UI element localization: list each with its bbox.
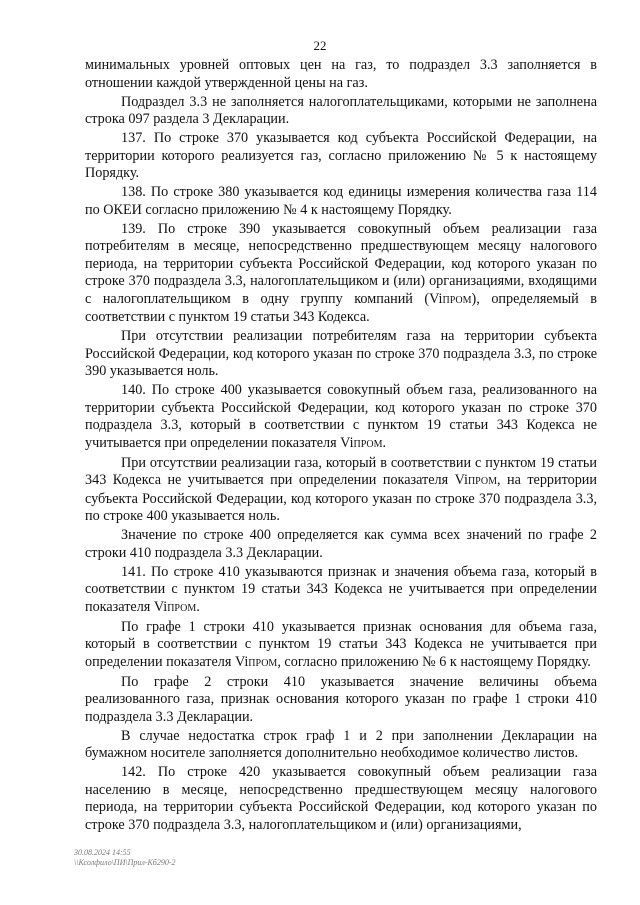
document-body [85,57,597,836]
paragraph-text: При отсутствии реализации газа, который в соответствии с пунктом 19 статьи 343 Кодекса не учитывается при определении показателя Vi [85,454,597,488]
paragraph-text: минимальных уровней оптовых цен на газ, то подраздел 3.3 заполняется в отношении каждой утвержденной цены на газ. [85,57,597,91]
paragraph-text: 142. По строке 420 указывается совокупный объем реализации газа населению в месяце, непосредственно предшествующем месяцу налогового периода, на территории субъекта Российской Федерации, код которого указан по строке 370 подраздела 3.3, налогоплательщиком и (или) организациями, [85,764,597,833]
paragraph-text-continued: ), определяемый в соответствии с пунктом 19 статьи 343 Кодекса. [85,290,597,325]
footer-file-path: \\Ксолфило\ПИ\Прил-Кб290-2 [74,858,176,867]
paragraph-text: 137. По строке 370 указывается код субъекта Российской Федерации, на территории которого реализуется газ, согласно приложению № 5 к настоящему Порядку. [85,130,597,181]
paragraph [85,674,597,727]
paragraph-text: При отсутствии реализации потребителям газа на территории субъекта Российской Федерации, код которого указан по строке 370 подраздела 3.3, по строке 390 указывается ноль. [85,328,597,379]
footer-timestamp: 30.08.2024 14:55 [74,848,131,857]
paragraph [85,221,597,327]
paragraph [85,527,597,562]
subscript-prom: ПРОМ [167,602,197,614]
subscript-prom: ПРОМ [353,438,383,450]
paragraph-text-continued: , согласно приложению № 6 к настоящему Порядку. [277,653,591,670]
paragraph-text: Подраздел 3.3 не заполняется налогоплательщиками, которыми не заполнена строка 097 раздела 3 Декларации. [85,93,597,127]
paragraph [85,130,597,183]
paragraph [85,455,597,526]
paragraph-text: 140. По строке 400 указывается совокупный объем газа, реализованного на территории субъекта Российской Федерации, код которого указан по строке 370 подраздела 3.3, который в соответствии с пунктом 19 статьи 343 Кодекса не учитывается при определении показателя Vi [85,382,597,451]
paragraph-text-continued: . [382,434,387,451]
paragraph-text: В случае недостатка строк граф 1 и 2 при заполнении Декларации на бумажном носителе заполняется дополнительно необходимое количество листов. [85,727,597,761]
paragraph-text: По графе 1 строки 410 указывается признак основания для объема газа, который в соответствии с пунктом 19 статьи 343 Кодекса не учитывается при определении показателя Vi [85,618,597,670]
footer-stamp [74,848,176,868]
subscript-prom: ПРОМ [442,294,472,306]
page-number: 22 [313,38,327,53]
paragraph-text: 141. По строке 410 указываются признак и значения объема газа, который в соответствии с пунктом 19 статьи 343 Кодекса не учитывается при определении показателя Vi [85,563,597,615]
paragraph-text: По графе 2 строки 410 указывается значение величины объема реализованного газа, признак основания которого указан по графе 1 строки 410 подраздела 3.3 Декларации. [85,673,597,725]
paragraph [85,564,597,618]
paragraph [85,728,597,763]
paragraph [85,382,597,453]
paragraph [85,184,597,219]
subscript-prom: ПРОМ [467,476,497,487]
paragraph-text: 139. По строке 390 указывается совокупный объем реализации газа потребителям в месяце, непосредственно предшествующем месяцу налогового периода, на территории субъекта Российской Федерации, код которого указан по строке 370 подраздела 3.3, налогоплательщиком и (или) организациями, входящими с налогоплательщиком в одну группу компаний (Vi [85,220,597,307]
paragraph [85,57,597,92]
paragraph-text-continued: , на территории субъекта Российской Федерации, код которого указан по строке 370 подраздела 3.3, по строке 400 указывается ноль. [85,472,597,524]
paragraph [85,94,597,129]
subscript-prom: ПРОМ [248,657,278,669]
paragraph-text: 138. По строке 380 указывается код единицы измерения количества газа 114 по ОКЕИ согласно приложению № 4 к настоящему Порядку. [85,184,597,218]
paragraph-text: Значение по строке 400 определяется как сумма всех значений по графе 2 строки 410 подраздела 3.3 Декларации. [85,527,597,561]
paragraph [85,764,597,834]
paragraph [85,328,597,381]
paragraph-text-continued: . [196,598,200,615]
paragraph [85,619,597,673]
